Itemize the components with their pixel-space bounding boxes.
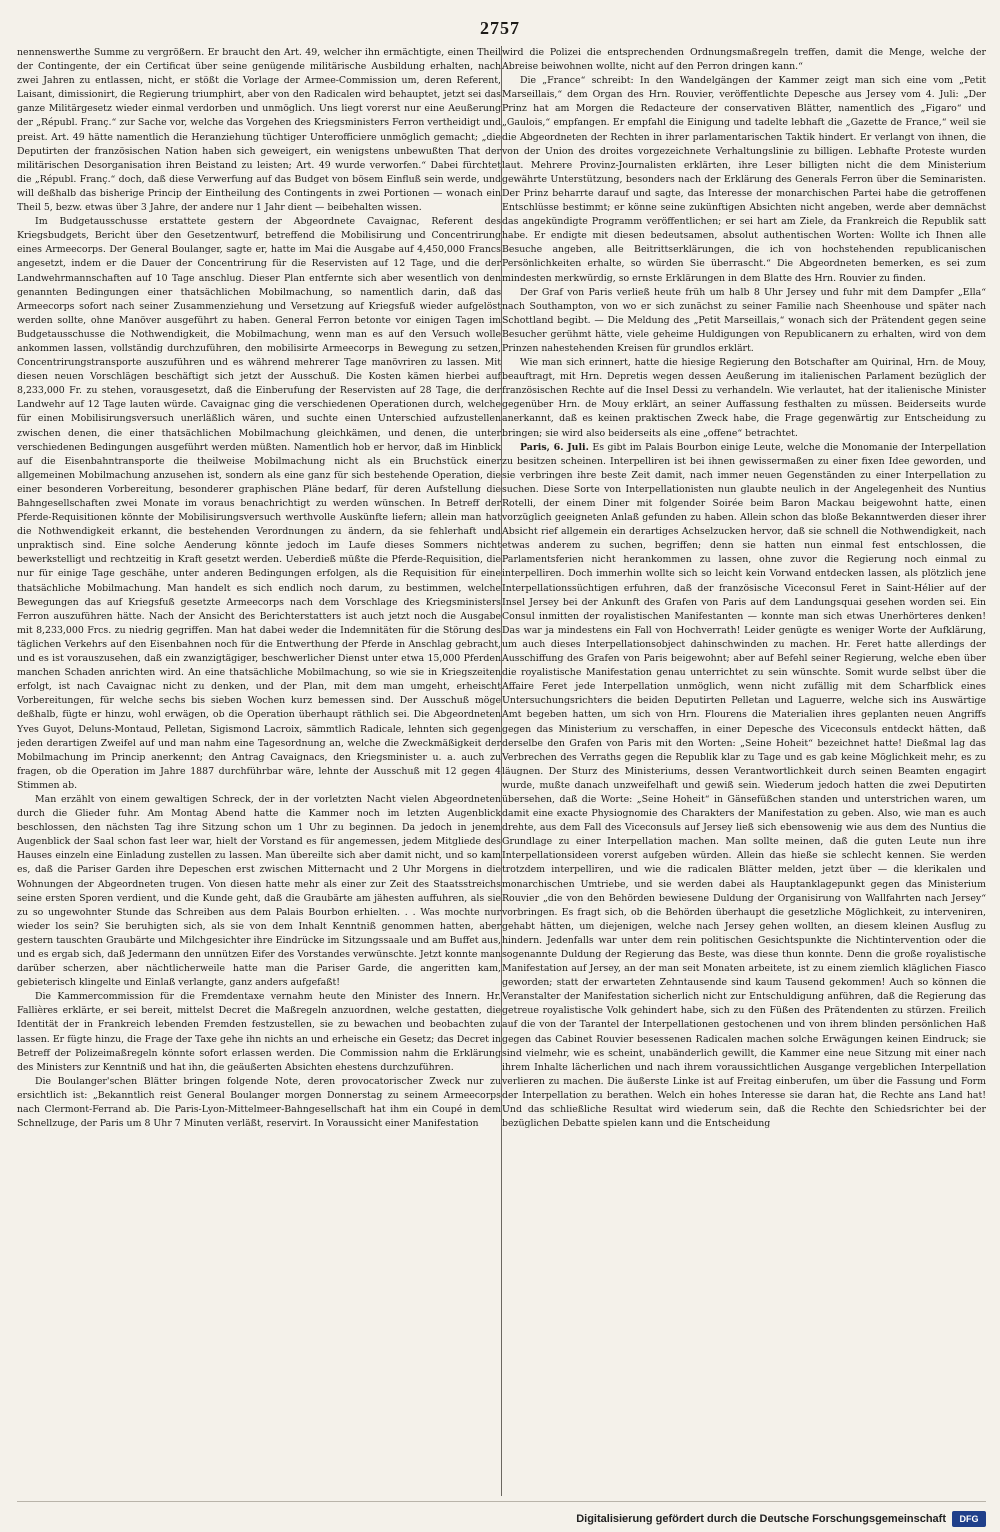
- footer-credit: [576, 1509, 986, 1529]
- paragraph: wird die Polizei die entsprechenden Ordnungsmaßregeln treffen, damit die Menge, welche der Abreise beiwohnen wollte, nicht auf den Perron dringen kann.“: [502, 47, 986, 73]
- credit-text: Digitalisierung gefördert durch die Deutsche Forschungsgemeinschaft: [576, 1513, 946, 1525]
- dateline: Paris, 6. Juli.: [520, 441, 589, 453]
- paragraph: Im Budgetausschusse erstattete gestern der Abgeordnete Cavaignac, Referent des Kriegsbudgets, Bericht über den Gesetzentwurf, betreffend die Mobilisirung und Concentrirung eines Armeecorps. Der General Boulanger, sagte er, hatte im Mai die Ausgabe auf 4,450,000 Francs angesetzt, indem er die Dauer der Concentrirung für die Reservisten auf 12 Tage, und die der Landwehrmannschaften auf 10 Tage anschlug. Dieser Plan entfernte sich aber wesentlich von den genannten Bedingungen einer thatsächlichen Mobilmachung, so namentlich darin, daß das Armeecorps sofort nach seiner Zusammenziehung und Versetzung auf Kriegsfuß wieder aufgelöst werden sollte, ohne Manöver ausgeführt zu haben. General Ferron betonte vor einigen Tagen im Budgetausschusse die Nothwendigkeit, die Mobilmachung, wenn man es auf den Versuch wolle ankommen lassen, vollständig durchzuführen, den mobilisirte Armeecorps in Bewegung zu setzen, Concentrirungstransporte auszuführen und es während mehrerer Tage manövriren zu lassen. Mit diesen neuen Vorschlägen beschäftigt sich jetzt der Ausschuß. Die Kosten kämen hierbei auf 8,233,000 Fr. zu stehen, vorausgesetzt, daß die Einberufung der Reservisten auf 28 Tage, die der Landwehr auf 12 Tage lauten würde. Cavaignac ging die verschiedenen Operationen durch, welche für einen Mobilisirungsversuch unerläßlich wären, und suchte einen Unterschied aufzustellen zwischen denen, die einer thatsächlichen Mobilmachung gleichkämen, und denen, die unter verschiedenen Bedingungen ausgeführt werden müßten. Namentlich hob er hervor, daß im Hinblick auf die Eisenbahntransporte die theilweise Mobilmachung nicht als ein Bruchstück einer allgemeinen Mobilmachung anzusehen ist, sondern als eine ganz für sich bestehende Operation, die einer besonderen Vorbereitung, besonderer graphischen Pläne bedarf, für deren Aufstellung die Bahngesellschaften zwei Monate im voraus benachrichtigt zu werden wünschen. In Betreff der Pferde-Requisitionen könnte der Mobilisirungsversuch werthvolle Auskünfte liefern; allein man hat die Nothwendigkeit erkannt, die bestehenden Verordnungen zu ändern, da sie fehlerhaft und unpraktisch sind. Eine solche Aenderung könnte jedoch im Laufe dieses Sommers nicht bewerkstelligt und rechtzeitig in Kraft gesetzt werden. Ueberdieß müßte die Pferde-Requisition, die nur für einige Tage geschähe, unter anderen Bedingungen erfolgen, als die Requisition für eine thatsächliche Mobilmachung. Man handelt es sich endlich noch darum, zu bestimmen, welche Bewegungen das auf Kriegsfuß gesetzte Armeecorps nach dem Vorschlage des Kriegsministers Ferron auszuführen hätte. Nach der Ansicht des Berichterstatters ist auch jetzt noch die Ausgabe mit 8,233,000 Frcs. zu niedrig gegriffen. Man hat dabei weder die Indemnitäten für die Störung des täglichen Verkehrs auf den Eisenbahnen noch für die Entwerthung der Pferde in Anschlag gebracht, und es ist vorauszusehen, daß ein zwanzigtägiger, beschwerlicher Dienst unter etwa 15,000 Pferden manchen Schaden anrichten wird. An eine thatsächliche Mobilmachung, so wie sie in Kriegszeiten erfolgt, ist nach Cavaignac nicht zu denken, und der Plan, mit dem man umgeht, erheischt Vorbereitungen, für welche sechs bis sieben Wochen kurz bemessen sind. Der Ausschuß möge deßhalb, fügte er hinzu, wohl erwägen, ob die Operation überhaupt räthlich sei. Die Abgeordneten Yves Guyot, Deluns-Montaud, Pelletan, Sigismond Lacroix, sämmtlich Radicale, lehnten sich gegen jeden derartigen Zweifel auf und man nahm eine Tagesordnung an, welche die Zweckmäßigkeit der Mobilmachung im Princip anerkennt; den Antrag Cavaignacs, den Kriegsminister u. a. auch zu fragen, ob die Operation im Jahre 1887 durchführbar wäre, lehnte der Ausschuß mit 12 gegen 4 Stimmen ab.: [17, 216, 501, 791]
- dfg-logo: DFG: [952, 1511, 986, 1527]
- paragraph: Die „France“ schreibt: In den Wandelgängen der Kammer zeigt man sich eine vom „Petit Marseillais,“ dem Organ des Hrn. Rouvier, veröffentlichte Depesche aus Jersey vom 4. Juli: „Der Prinz hat am Morgen die Redacteure der conservativen Blätter, namentlich des „Figaro“ und „Gaulois,“ empfangen. Er empfahl die Einigung und tadelte lebhaft die „Gazette de France,“ weil sie die Abgeordneten der Rechten in ihrer parlamentarischen Taktik hindert. Er verlangt von ihnen, die von der Union des droites vorgezeichnete Verhaltungslinie zu billigen. Lebhafte Proteste wurden laut. Mehrere Provinz-Journalisten erklärten, ihre Leser billigten nicht die dem Ministerium gewährte Unterstützung, besonders nach der Erklärung des Generals Ferron über die Seminaristen. Der Prinz beharrte darauf und sagte, das Interesse der monarchischen Partei habe die getroffenen Entschlüsse bestimmt; er könne seine zukünftigen Absichten nicht angeben, werde aber demnächst das angekündigte Programm veröffentlichen; er sei hart am Ziele, da Frankreich die Republik satt habe. Er endigte mit diesen bedeutsamen, absolut authentischen Worten: Wollte ich Ihnen alle Besuche angeben, alle Beitrittserklärungen, die ich von hochstehenden republicanischen Persönlichkeiten erhalte, so würden Sie überrascht.“ Die Abgeordneten bemerken, es sei zum mindesten merkwürdig, so ernste Erklärungen in dem Blatte des Hrn. Rouvier zu finden.: [502, 75, 986, 284]
- paragraph: Wie man sich erinnert, hatte die hiesige Regierung den Botschafter am Quirinal, Hrn. de Mouy, beauftragt, mit Hrn. Depretis wegen dessen Aeußerung im italienischen Parlament bezüglich der französischen Rechte auf die Insel Dessi zu verhandeln. Wie verlautet, hat der italienische Minister gegenüber Hrn. de Mouy erklärt, an seiner Auffassung festhalten zu müssen. Beiderseits wurde anerkannt, daß es keinen praktischen Zweck habe, die Frage gegenwärtig zur Entscheidung zu bringen; sie wird also beiderseits als eine „offene“ betrachtet.: [502, 357, 986, 439]
- article-columns: [0, 46, 1000, 1496]
- paragraph: Der Graf von Paris verließ heute früh um halb 8 Uhr Jersey und fuhr mit dem Dampfer „Ella“ nach Southampton, von wo er sich zunächst zu seiner Familie nach Sheenhouse und später nach Schottland begibt. — Die Meldung des „Petit Marseillais,“ wonach sich der Prätendent gegen seine Besucher gerühmt hätte, viele geheime Huldigungen von Republicanern zu erhalten, wird von dem Prinzen nahestehenden Kreisen für grundlos erklärt.: [502, 286, 986, 354]
- paragraph-text: Es gibt im Palais Bourbon einige Leute, welche die Monomanie der Interpellation zu besitzen scheinen. Interpelliren ist bei ihnen gewissermaßen zu einer fixen Idee geworden, und sie verbringen ihre beste Zeit damit, nach immer neuen Gegenständen zu einer Interpellation zu suchen. Diese Sorte von Interpellationisten nun glaubte neulich in der Angelegenheit des Nuntius Rotelli, der einem Diner mit folgender Soirée beim Baron Mackau beigewohnt hatte, einen vorzüglich geeigneten Anlaß gefunden zu haben. Allein schon das bloße Bekanntwerden dieser ihrer Absicht rief allgemein ein derartiges Achselzucken hervor, daß sie schnell die Nothwendigkeit, nach etwas anderem zu suchen, begriffen; denn sie hatten nun einmal fest entschlossen, die Parlamentsferien nicht herankommen zu lassen, ohne zuvor die Regierung noch einmal zu interpelliren. Doch immerhin wollte sich so leicht kein Vorwand entdecken lassen, als plötzlich jene Interpellationssüchtigen erfuhren, daß der französische Viceconsul Feret in Saint-Hélier auf der Insel Jersey bei der Ankunft des Grafen von Paris auf dem Landungsquai gesehen worden sei. Ein Consul inmitten der royalistischen Manifestanten — konnte man sich etwas Unerhörteres denken! Das war ja mindestens ein Fall von Hochverrath! Leider genügte es weniger Worte der Aufklärung, um auch dieses Interpellationsobject dahinschwinden zu machen. Hr. Feret hatte allerdings der Ausschiffung des Grafen von Paris beigewohnt; aber auf Befehl seiner Regierung, welche eben über die royalistische Manifestation genau unterrichtet zu sein wünschte. Somit wurde selbst über die Affaire Feret jede Interpellation unmöglich, wenn nicht zufällig mit dem Scharfblick eines Untersuchungsrichters die beiden Deputirten Pelletan und Laguerre, welche sich ins Auswärtige Amt begeben hatten, um sich von Hrn. Flourens die Materialien ihres geplanten neuen Angriffs gegen das Ministerium zu verschaffen, in einer Depesche des Viceconsuls entdeckt hätten, daß derselbe den Grafen von Paris mit den Worten: „Seine Hoheit“ bezeichnet hatte! Dießmal lag das Verbrechen des Verraths gegen die Republik klar zu Tage und es gab keine Möglichkeit mehr, es zu läugnen. Der Sturz des Ministeriums, dessen Verantwortlichkeit durch seinen Beamten engagirt wurde, mußte danach unzweifelhaft und gewiß sein. Wiederum jedoch hatten die zwei Deputirten übersehen, daß die Worte: „Seine Hoheit“ in Gänsefüßchen standen und unterstrichen waren, um damit eine exacte Physiognomie des Charakters der Manifestation zu geben. Also, wie man es auch drehte, aus dem Fall des Viceconsuls auf Jersey ließ sich ebensowenig wie aus dem des Nuntius die Grundlage zu einer Interpellation machen. Man sollte meinen, daß die guten Leute nun ihre Interpellationsideen vorerst aufgeben würden. Allein das hieße sie schlecht kennen. Sie werden trotzdem interpelliren, und wie die radicalen Blätter melden, jetzt über — die klerikalen und monarchischen Umtriebe, und sie werden dabei als Hauptanklagepunkt gegen das Ministerium Rouvier „die von den Behörden bewiesene Duldung der Organisirung von Wallfahrten nach Jersey“ vorbringen. Es fragt sich, ob die Behörden überhaupt die gesetzliche Möglichkeit, zu interveniren, gehabt hätten, um diejenigen, welche nach Jersey gehen wollten, an diesem kleinen Ausflug zu hindern. Jedenfalls war unter dem rein politischen Gesichtspunkte die Nichtintervention oder die sogenannte Duldung der Regierung das Beste, was diese thun konnte. Denn die große royalistische Manifestation auf Jersey, an der man seit Monaten arbeitete, ist zu einem ziemlich kläglichen Fiasco geworden; statt der erwarteten Zehntausende sind kaum Tausend gekommen! Auch so können die Veranstalter der Manifestation sicherlich nicht zur Entschuldigung anführen, daß die Regierung das getreue royalistische Volk gehindert habe, sich zu den Füßen des Prätendenten zu stürzen. Freilich auf die von der Tarantel der Interpellationen gestochenen und von ihrem blinden persönlichen Haß gegen das Cabinet Rouvier besessenen Radicalen machen solche Erwägungen keinen Eindruck; sie sind vielmehr, wie es scheint, unabänderlich gewillt, die Kammer eine neue Sitzung mit einer nach ihrem Inhalte lächerlichen und nach ihrem voraussichtlichen Ausgange vergeblichen Interpellation verlieren zu machen. Die äußerste Linke ist auf Freitag einberufen, um über die Fassung und Form der Interpellation zu berathen. Welch ein hohes Interesse sie daran hat, die Rechte ans Land hat! Und das schließliche Resultat wird wiederum sein, daß die Rechte den Schiedsrichter bei der bezüglichen Debatte spielen kann und die Entscheidung: [502, 441, 986, 1130]
- paragraph: Die Kammercommission für die Fremdentaxe vernahm heute den Minister des Innern. Hr. Fallières erklärte, er sei bereit, mittelst Decret die Maßregeln anzuordnen, welche gestatten, die Identität der in Frankreich lebenden Fremden festzustellen, sie zu bewachen und beobachten zu lassen. Er fügte hinzu, die Frage der Taxe gehe ihn nichts an und erheische ein Gesetz; das Decret in Betreff der Polizeimaßregeln könnte sofort erlassen werden. Die Commission nahm die Erklärung des Ministers zur Kenntniß und hat ihn, die geäußerten Absichten ehestens durchzuführen.: [17, 991, 501, 1073]
- right-column: [502, 46, 986, 1496]
- paragraph: Man erzählt von einem gewaltigen Schreck, der in der vorletzten Nacht vielen Abgeordneten durch die Glieder fuhr. Am Montag Abend hatte die Kammer noch im letzten Augenblick beschlossen, den nächsten Tag ihre Sitzung schon um 1 Uhr zu beginnen. Da jedoch in jenem Augenblick der Saal schon fast leer war, hielt der Vorstand es für angemessen, jedem Mitgliede des Hauses einzeln eine Einladung zustellen zu lassen. Man übereilte sich aber damit nicht, und so kam es, daß die Pariser Garden ihre Depeschen erst zwischen Mitternacht und 2 Uhr Morgens in die Wohnungen der Abgeordneten trugen. Von diesen hatte mehr als einer zur Zeit des Staatsstreichs seine ersten Sporen verdient, und die Kunde geht, daß die Graubärte am jähesten auffuhren, als sie zu so ungewohnter Stunde das Schreiben aus dem Palais Bourbon erhielten. . . Was mochte nur wieder los sein? Sie beruhigten sich, als sie von dem Inhalt Kenntniß genommen hatten, aber gestern tauschten Graubärte und Milchgesichter ihre Eindrücke im Sitzungssaale und am Buffet aus, und es ergab sich, daß Jedermann den unnützen Eifer des Vorstandes verwünschte. Jetzt konnte man darüber scherzen, aber nächtlicherweile hatte man die Pariser Garde, die angeritten kam, gebieterisch klingelte und Einlaß verlangte, ganz anders aufgefaßt!: [17, 793, 501, 989]
- page-number: 2757: [480, 18, 520, 38]
- paragraph: nennenswerthe Summe zu vergrößern. Er braucht den Art. 49, welcher ihn ermächtigte, einen Theil der Contingente, der ein Certificat über seine genügende militärische Ausbildung erhalten, nach zwei Jahren zu entlassen, nicht, er stößt die Vorlage der Armee-Commission um, deren Referent, Laisant, dimissionirt, die Regierung triumphirt, aber von den Radicalen wird behauptet, jetzt sei das ganze Militärgesetz wieder einmal verdorben und unmöglich. Uns liegt vorerst nur eine Aeußerung der „Républ. Franç.“ zur Sache vor, welche das Vorgehen des Kriegsministers Ferron vertheidigt und preist. Art. 49 hätte namentlich die Heranziehung tüchtiger Unterofficiere unmöglich gemacht; „die Deputirten der französischen Nation haben sich geweigert, ein wenigstens unbewußten That der militärischen Desorganisation ihren Beistand zu leisten; Art. 49 wurde verworfen.“ Dabei fürchtet die „Républ. Franç.“ doch, daß diese Verwerfung auf das Budget von bösem Einfluß sein werde, und will deßhalb das bisherige Princip der Eintheilung des Contingents in zwei Portionen — wonach ein Theil 5, bezw. etwas über 3 Jahre, der andere nur 1 Jahr dient — beibehalten wissen.: [17, 47, 501, 214]
- dateline-paragraph: [502, 441, 986, 1132]
- left-column: [17, 46, 501, 1496]
- footer-divider: [17, 1501, 986, 1502]
- paragraph: Die Boulanger'schen Blätter bringen folgende Note, deren provocatorischer Zweck nur zu ersichtlich ist: „Bekanntlich reist General Boulanger morgen Donnerstag zu seinem Armeecorps nach Clermont-Ferrand ab. Die Paris-Lyon-Mittelmeer-Bahngesellschaft hat ihm ein Coupé in dem Schnellzuge, der Paris um 8 Uhr 7 Minuten verläßt, reservirt. In Voraussicht einer Manifestation: [17, 1075, 501, 1130]
